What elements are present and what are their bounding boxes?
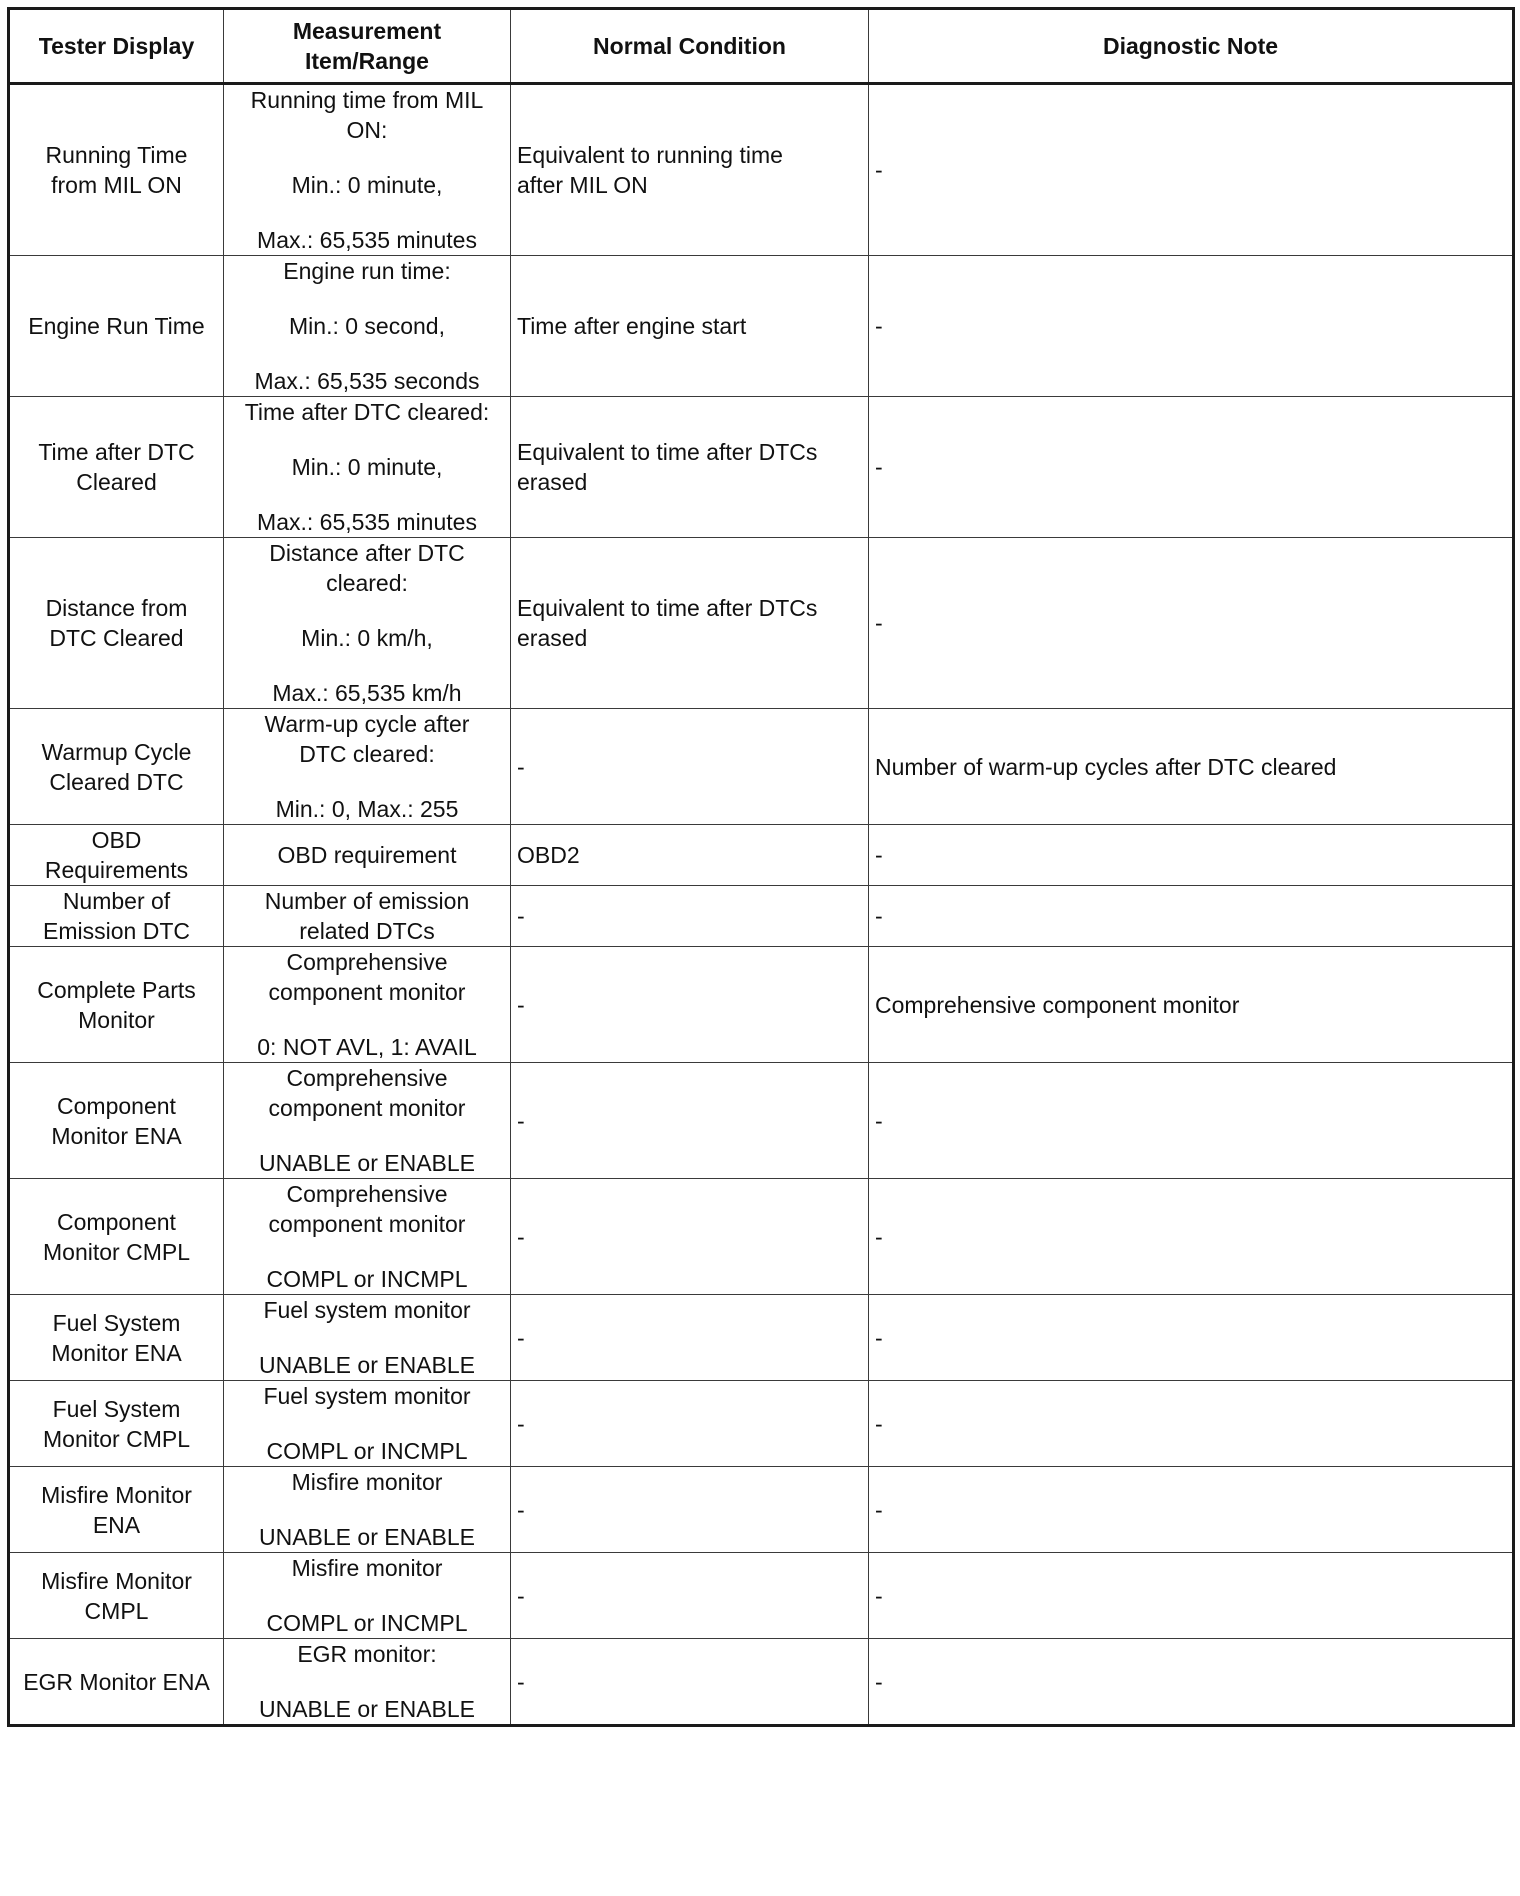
measurement-line: Misfire monitor <box>291 1469 443 1495</box>
paragraph-gap <box>230 1497 504 1522</box>
normal-condition-line: - <box>517 1324 525 1351</box>
cell-measurement-range <box>224 1295 511 1381</box>
cell-normal-condition <box>511 709 869 825</box>
table-row <box>9 1381 1514 1467</box>
diagnostic-note-text: - <box>875 1668 883 1695</box>
cell-normal-condition <box>511 256 869 397</box>
paragraph-gap <box>230 653 504 678</box>
cell-measurement-range <box>224 1639 511 1726</box>
diagnostic-note-text: - <box>875 1496 883 1523</box>
cell-diagnostic-note <box>869 1639 1514 1726</box>
diagnostic-note-text: Number of warm-up cycles after DTC cleared <box>875 753 1337 780</box>
cell-tester-display <box>9 256 224 397</box>
measurement-line: ON: <box>346 117 388 143</box>
measurement-line: component monitor <box>268 1095 466 1121</box>
table-row <box>9 397 1514 538</box>
tester-display-line: Monitor CMPL <box>43 1238 190 1265</box>
paragraph-gap <box>230 427 504 452</box>
diagnostic-note-text: - <box>875 903 883 929</box>
normal-condition-line: - <box>517 1496 525 1523</box>
cell-diagnostic-note <box>869 1553 1514 1639</box>
cell-normal-condition <box>511 886 869 947</box>
measurement-line: Fuel system monitor <box>263 1383 471 1409</box>
measurement-line: Comprehensive <box>286 1065 448 1091</box>
diagnostic-note-text: - <box>875 842 883 868</box>
cell-normal-condition <box>511 538 869 709</box>
header-measurement <box>224 9 511 84</box>
measurement-line: Min.: 0 km/h, <box>301 625 433 651</box>
measurement-line: DTC cleared: <box>299 741 435 767</box>
table-row <box>9 1179 1514 1295</box>
cell-normal-condition <box>511 1179 869 1295</box>
normal-condition-line: - <box>517 1223 525 1250</box>
tester-display-line: Cleared <box>76 469 157 495</box>
cell-tester-display <box>9 84 224 256</box>
measurement-line: 0: NOT AVL, 1: AVAIL <box>257 1034 477 1060</box>
paragraph-gap <box>230 200 504 225</box>
table-row <box>9 1063 1514 1179</box>
tester-display-line: Fuel System <box>52 1395 181 1422</box>
cell-measurement-range <box>224 1063 511 1179</box>
cell-normal-condition <box>511 397 869 538</box>
tester-display-line: Misfire Monitor <box>41 1567 192 1594</box>
diagnostic-note-text: - <box>875 157 883 183</box>
tester-display-line: Component <box>57 1208 176 1235</box>
cell-normal-condition <box>511 1639 869 1726</box>
cell-tester-display <box>9 1381 224 1467</box>
paragraph-gap <box>230 145 504 170</box>
tester-display-line: Monitor <box>78 1006 155 1033</box>
cell-diagnostic-note <box>869 947 1514 1063</box>
cell-diagnostic-note <box>869 1295 1514 1381</box>
paragraph-gap <box>230 1669 504 1694</box>
cell-diagnostic-note <box>869 538 1514 709</box>
measurement-line: Misfire monitor <box>291 1555 443 1581</box>
table-row <box>9 709 1514 825</box>
diagnostic-note-text: - <box>875 313 883 339</box>
header-measurement-line1: Measurement <box>292 18 442 44</box>
cell-normal-condition <box>511 947 869 1063</box>
diagnostic-note-text: - <box>875 1324 883 1351</box>
tester-display-line: Warmup Cycle <box>41 738 192 765</box>
paragraph-gap <box>230 769 504 794</box>
cell-normal-condition <box>511 1295 869 1381</box>
measurement-line: Max.: 65,535 km/h <box>272 680 462 706</box>
cell-measurement-range <box>224 1381 511 1467</box>
table-row <box>9 886 1514 947</box>
cell-diagnostic-note <box>869 256 1514 397</box>
measurement-line: COMPL or INCMPL <box>266 1610 468 1636</box>
measurement-line: UNABLE or ENABLE <box>258 1150 476 1176</box>
paragraph-gap <box>230 1411 504 1436</box>
tester-display-line: Requirements <box>44 857 189 883</box>
measurement-line: OBD requirement <box>277 842 457 868</box>
cell-tester-display <box>9 1639 224 1726</box>
tester-display-line: Cleared DTC <box>49 768 184 795</box>
measurement-line: Warm-up cycle after <box>264 711 470 737</box>
cell-measurement-range <box>224 886 511 947</box>
measurement-line: Min.: 0 minute, <box>291 454 443 480</box>
cell-tester-display <box>9 1063 224 1179</box>
measurement-line: UNABLE or ENABLE <box>258 1696 476 1722</box>
cell-tester-display <box>9 947 224 1063</box>
tester-display-line: Misfire Monitor <box>41 1481 192 1508</box>
paragraph-gap <box>230 1325 504 1350</box>
measurement-line: Max.: 65,535 minutes <box>257 227 477 253</box>
paragraph-gap <box>230 1583 504 1608</box>
cell-measurement-range <box>224 825 511 886</box>
table-body <box>9 84 1514 1726</box>
tester-display-line: Monitor ENA <box>51 1339 182 1366</box>
table-row <box>9 256 1514 397</box>
table-row <box>9 1553 1514 1639</box>
tester-display-line: Time after DTC <box>38 439 195 465</box>
measurement-line: Min.: 0, Max.: 255 <box>275 796 459 822</box>
normal-condition-line: Equivalent to running time <box>517 142 783 168</box>
paragraph-gap <box>230 341 504 366</box>
cell-measurement-range <box>224 256 511 397</box>
cell-tester-display <box>9 886 224 947</box>
tester-display-line: ENA <box>92 1511 141 1538</box>
normal-condition-line: - <box>517 753 525 780</box>
cell-tester-display <box>9 538 224 709</box>
paragraph-gap <box>230 598 504 623</box>
data-monitor-table <box>7 7 1515 1727</box>
normal-condition-line: erased <box>517 469 588 495</box>
normal-condition-line: - <box>517 1582 525 1609</box>
cell-measurement-range <box>224 1553 511 1639</box>
diagnostic-note-text: - <box>875 1582 883 1609</box>
normal-condition-line: - <box>517 903 525 929</box>
cell-diagnostic-note <box>869 1467 1514 1553</box>
cell-measurement-range <box>224 709 511 825</box>
tester-display-line: Complete Parts <box>37 976 196 1003</box>
measurement-line: Max.: 65,535 seconds <box>254 368 480 394</box>
table-row <box>9 947 1514 1063</box>
cell-measurement-range <box>224 1179 511 1295</box>
normal-condition-line: - <box>517 1107 525 1134</box>
normal-condition-line: - <box>517 1410 525 1437</box>
tester-display-line: Number of <box>62 888 171 914</box>
cell-measurement-range <box>224 1467 511 1553</box>
cell-diagnostic-note <box>869 1381 1514 1467</box>
tester-display-line: CMPL <box>84 1597 149 1624</box>
header-normal-condition: Normal Condition <box>511 9 869 84</box>
tester-display-line: Running Time <box>45 142 188 168</box>
cell-tester-display <box>9 1553 224 1639</box>
measurement-line: COMPL or INCMPL <box>266 1438 468 1464</box>
table-row <box>9 1639 1514 1726</box>
paragraph-gap <box>230 1123 504 1148</box>
normal-condition-line: OBD2 <box>517 842 580 868</box>
measurement-line: EGR monitor: <box>297 1641 437 1667</box>
cell-tester-display <box>9 709 224 825</box>
measurement-line: Running time from MIL <box>250 87 484 113</box>
cell-tester-display <box>9 397 224 538</box>
measurement-line: related DTCs <box>299 918 435 944</box>
tester-display-line: from MIL ON <box>51 172 182 198</box>
cell-diagnostic-note <box>869 825 1514 886</box>
cell-measurement-range <box>224 397 511 538</box>
measurement-line: Comprehensive <box>286 949 448 975</box>
measurement-line: Engine run time: <box>283 258 451 284</box>
cell-diagnostic-note <box>869 397 1514 538</box>
table-row <box>9 825 1514 886</box>
cell-normal-condition <box>511 1553 869 1639</box>
table-row <box>9 1467 1514 1553</box>
cell-diagnostic-note <box>869 886 1514 947</box>
tester-display-line: Emission DTC <box>43 918 190 944</box>
tester-display-line: OBD <box>91 827 142 853</box>
tester-display-line: Distance from <box>45 595 188 621</box>
table-row <box>9 84 1514 256</box>
measurement-line: Number of emission <box>264 888 470 914</box>
measurement-line: COMPL or INCMPL <box>266 1266 468 1292</box>
normal-condition-line: - <box>517 991 525 1018</box>
measurement-line: UNABLE or ENABLE <box>258 1524 476 1550</box>
tester-display-line: Component <box>57 1092 176 1119</box>
diagnostic-note-text: - <box>875 1410 883 1437</box>
cell-measurement-range <box>224 947 511 1063</box>
tester-display-line: Engine Run Time <box>28 313 205 339</box>
cell-tester-display <box>9 825 224 886</box>
measurement-line: Comprehensive <box>286 1181 448 1207</box>
normal-condition-line: Equivalent to time after DTCs <box>517 595 818 621</box>
normal-condition-line: - <box>517 1668 525 1695</box>
tester-display-line: Fuel System <box>52 1309 181 1336</box>
table-row <box>9 538 1514 709</box>
normal-condition-line: Equivalent to time after DTCs <box>517 439 818 465</box>
header-row <box>9 9 1514 84</box>
diagnostic-note-text: - <box>875 454 883 480</box>
cell-normal-condition <box>511 1063 869 1179</box>
cell-diagnostic-note <box>869 709 1514 825</box>
measurement-line: cleared: <box>326 570 408 596</box>
normal-condition-line: after MIL ON <box>517 172 648 198</box>
measurement-line: Fuel system monitor <box>263 1297 471 1323</box>
cell-tester-display <box>9 1295 224 1381</box>
paragraph-gap <box>230 1007 504 1032</box>
measurement-line: Distance after DTC <box>269 540 465 566</box>
header-diagnostic-note: Diagnostic Note <box>869 9 1514 84</box>
cell-normal-condition <box>511 1467 869 1553</box>
cell-tester-display <box>9 1179 224 1295</box>
cell-measurement-range <box>224 538 511 709</box>
tester-display-line: EGR Monitor ENA <box>23 1668 210 1695</box>
paragraph-gap <box>230 1239 504 1264</box>
normal-condition-line: erased <box>517 625 588 651</box>
cell-tester-display <box>9 1467 224 1553</box>
cell-normal-condition <box>511 825 869 886</box>
cell-diagnostic-note <box>869 84 1514 256</box>
measurement-line: component monitor <box>268 979 466 1005</box>
measurement-line: component monitor <box>268 1211 466 1237</box>
diagnostic-note-text: - <box>875 1223 883 1250</box>
normal-condition-line: Time after engine start <box>517 313 747 339</box>
cell-measurement-range <box>224 84 511 256</box>
measurement-line: Time after DTC cleared: <box>244 399 490 425</box>
paragraph-gap <box>230 286 504 311</box>
measurement-line: UNABLE or ENABLE <box>258 1352 476 1378</box>
diagnostic-note-text: - <box>875 1107 883 1134</box>
cell-normal-condition <box>511 1381 869 1467</box>
cell-normal-condition <box>511 84 869 256</box>
header-tester-display: Tester Display <box>9 9 224 84</box>
header-measurement-line2: Item/Range <box>305 48 429 74</box>
measurement-line: Min.: 0 second, <box>289 313 445 339</box>
measurement-line: Max.: 65,535 minutes <box>257 509 477 535</box>
cell-diagnostic-note <box>869 1179 1514 1295</box>
paragraph-gap <box>230 482 504 507</box>
tester-display-line: DTC Cleared <box>49 625 184 651</box>
diagnostic-note-text: - <box>875 610 883 636</box>
tester-display-line: Monitor ENA <box>51 1122 182 1149</box>
table-row <box>9 1295 1514 1381</box>
diagnostic-note-text: Comprehensive component monitor <box>875 991 1240 1018</box>
measurement-line: Min.: 0 minute, <box>291 172 443 198</box>
cell-diagnostic-note <box>869 1063 1514 1179</box>
tester-display-line: Monitor CMPL <box>43 1425 190 1452</box>
